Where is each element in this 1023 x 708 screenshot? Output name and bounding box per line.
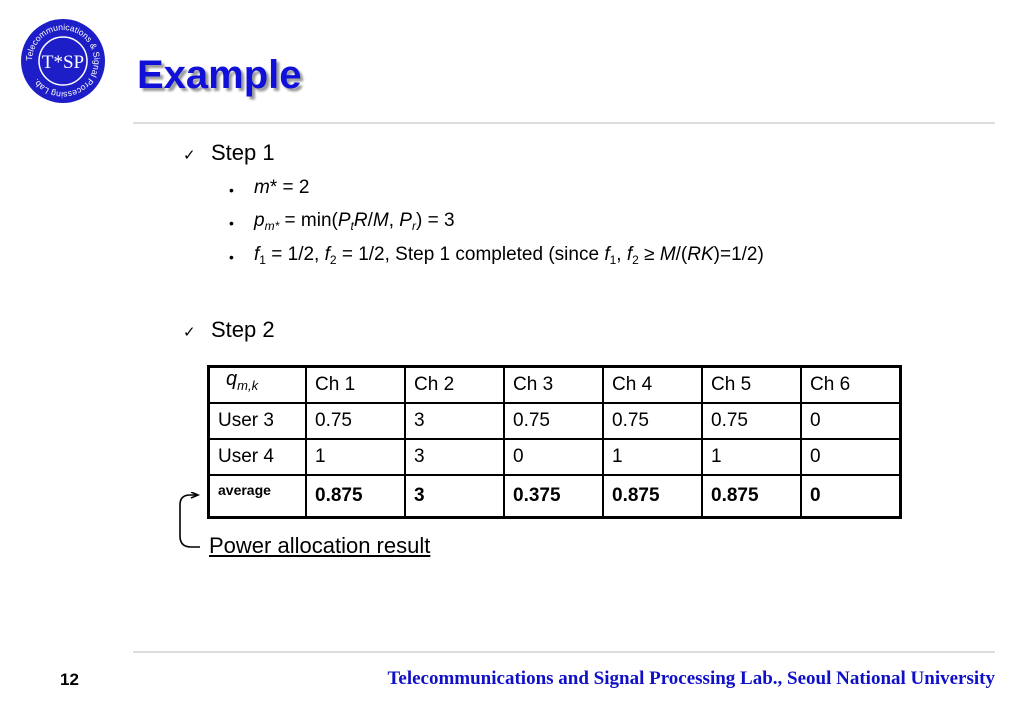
column-header: Ch 3	[504, 367, 603, 404]
table-cell: 0.75	[306, 403, 405, 439]
column-header: Ch 5	[702, 367, 801, 404]
step1-item-pmstar: $p_{m*} = \min(P_tR/M$, $P_r) = 3$	[254, 210, 455, 233]
title-divider	[133, 122, 995, 124]
table-cell: 3	[405, 475, 504, 518]
column-header: Ch 4	[603, 367, 702, 404]
lab-logo	[20, 18, 106, 104]
allocation-table	[207, 365, 902, 519]
table-row	[209, 439, 901, 475]
table-cell: 3	[405, 403, 504, 439]
table-cell: 0.75	[603, 403, 702, 439]
footer-divider	[133, 651, 995, 653]
table-row-average	[209, 475, 901, 518]
logo-ring-text: Telecommunications & Signal Processing Lab.	[23, 21, 103, 101]
table-header-row	[209, 367, 901, 404]
bullet-icon: •	[229, 182, 234, 198]
row-label: User 3	[209, 403, 307, 439]
table-cell: 1	[603, 439, 702, 475]
step-1-label: Step 1	[211, 140, 275, 165]
column-header: Ch 6	[801, 367, 901, 404]
step1-item-mstar: m* = 2	[254, 177, 310, 198]
table-cell: 0.375	[504, 475, 603, 518]
corner-symbol: q	[226, 367, 238, 390]
bullet-icon: •	[229, 215, 234, 231]
table-row	[209, 403, 901, 439]
table-cell: 1	[306, 439, 405, 475]
bullet-icon: •	[229, 249, 234, 265]
annotation-label: Power allocation result	[209, 533, 431, 558]
corner-cell	[209, 367, 307, 404]
corner-subscript: m,k	[237, 377, 259, 393]
table-cell: 0.75	[702, 403, 801, 439]
slide-title: Example	[137, 53, 302, 97]
checkmark-icon: ✓	[183, 324, 196, 341]
column-header: Ch 2	[405, 367, 504, 404]
step1-item-f-values: $f_1 = 1/2$, $f_2 = 1/2$, Step 1 completed (since $f_1$, $f_2 \ge M/(RK)=1/2$)	[254, 244, 764, 267]
row-label: User 4	[209, 439, 307, 475]
table-cell: 0.875	[306, 475, 405, 518]
footer-institution: Telecommunications and Signal Processing Lab., Seoul National University	[387, 668, 995, 689]
table-cell: 0.75	[504, 403, 603, 439]
table-cell: 0	[801, 475, 901, 518]
row-label: average	[209, 475, 307, 518]
table-cell: 0.875	[702, 475, 801, 518]
checkmark-icon: ✓	[183, 147, 196, 164]
table-cell: 0	[504, 439, 603, 475]
logo-center-text: T*SP	[41, 52, 85, 73]
step-2-label: Step 2	[211, 317, 275, 342]
column-header: Ch 1	[306, 367, 405, 404]
table-cell: 0	[801, 439, 901, 475]
page-number: 12	[60, 670, 79, 689]
bracket-connector	[176, 492, 202, 550]
table-cell: 0.875	[603, 475, 702, 518]
table-cell: 3	[405, 439, 504, 475]
table-cell: 1	[702, 439, 801, 475]
table-cell: 0	[801, 403, 901, 439]
